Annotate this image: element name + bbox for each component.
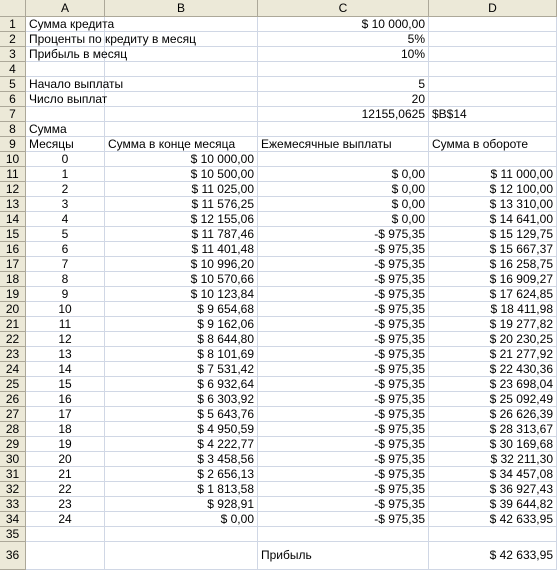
row-header-17[interactable]: 17	[0, 257, 26, 272]
row-header-20[interactable]: 20	[0, 302, 26, 317]
cell-text-a1: Сумма кредита	[29, 17, 115, 31]
cell-c5[interactable]: 5	[258, 77, 429, 92]
cell-d10[interactable]	[429, 152, 557, 167]
cell-text-a6: Число выплат	[29, 92, 108, 106]
row-header-35[interactable]: 35	[0, 527, 26, 542]
cell-b5[interactable]	[105, 77, 258, 92]
cell-d24[interactable]: $ 22 430,36	[429, 362, 557, 377]
cell-b28[interactable]: $ 4 950,59	[105, 422, 258, 437]
cell-c26[interactable]: -$ 975,35	[258, 392, 429, 407]
cell-c31[interactable]: -$ 975,35	[258, 467, 429, 482]
cell-c7[interactable]: 12155,0625	[258, 107, 429, 122]
cell-d21[interactable]: $ 19 277,82	[429, 317, 557, 332]
cell-d35[interactable]	[429, 527, 557, 542]
row-header-22[interactable]: 22	[0, 332, 26, 347]
cell-d34[interactable]: $ 42 633,95	[429, 512, 557, 527]
cell-d32[interactable]: $ 36 927,43	[429, 482, 557, 497]
cell-d33[interactable]: $ 39 644,82	[429, 497, 557, 512]
cell-c27[interactable]: -$ 975,35	[258, 407, 429, 422]
cell-a36[interactable]	[26, 542, 105, 570]
cell-c10[interactable]	[258, 152, 429, 167]
row-header-36[interactable]: 36	[0, 542, 26, 570]
cell-a14[interactable]: 4	[26, 212, 105, 227]
cell-a31[interactable]: 21	[26, 467, 105, 482]
cell-b16[interactable]: $ 11 401,48	[105, 242, 258, 257]
cell-b24[interactable]: $ 7 531,42	[105, 362, 258, 377]
cell-c2[interactable]: 5%	[258, 32, 429, 47]
column-header-c[interactable]: C	[258, 0, 429, 17]
cell-d9[interactable]: Сумма в обороте	[429, 137, 557, 152]
cell-d36[interactable]: $ 42 633,95	[429, 542, 557, 570]
row-header-13[interactable]: 13	[0, 197, 26, 212]
cell-b12[interactable]: $ 11 025,00	[105, 182, 258, 197]
column-header-d[interactable]: D	[429, 0, 557, 17]
cell-d1[interactable]	[429, 17, 557, 32]
cell-c21[interactable]: -$ 975,35	[258, 317, 429, 332]
cell-d27[interactable]: $ 26 626,39	[429, 407, 557, 422]
cell-d23[interactable]: $ 21 277,92	[429, 347, 557, 362]
cell-d28[interactable]: $ 28 313,67	[429, 422, 557, 437]
cell-d5[interactable]	[429, 77, 557, 92]
cell-text-a5: Начало выплаты	[29, 77, 124, 91]
cell-b32[interactable]: $ 1 813,58	[105, 482, 258, 497]
cell-c34[interactable]: -$ 975,35	[258, 512, 429, 527]
cell-c29[interactable]: -$ 975,35	[258, 437, 429, 452]
cell-b13[interactable]: $ 11 576,25	[105, 197, 258, 212]
cell-a28[interactable]: 18	[26, 422, 105, 437]
row-header-28[interactable]: 28	[0, 422, 26, 437]
cell-a30[interactable]: 20	[26, 452, 105, 467]
cell-c30[interactable]: -$ 975,35	[258, 452, 429, 467]
cell-b33[interactable]: $ 928,91	[105, 497, 258, 512]
cell-a34[interactable]: 24	[26, 512, 105, 527]
cell-c24[interactable]: -$ 975,35	[258, 362, 429, 377]
cell-a15[interactable]: 5	[26, 227, 105, 242]
cell-b29[interactable]: $ 4 222,77	[105, 437, 258, 452]
cell-c12[interactable]: $ 0,00	[258, 182, 429, 197]
column-header-a[interactable]: A	[26, 0, 105, 17]
cell-b9[interactable]: Сумма в конце месяца	[105, 137, 258, 152]
cell-b34[interactable]: $ 0,00	[105, 512, 258, 527]
row-header-23[interactable]: 23	[0, 347, 26, 362]
cell-b21[interactable]: $ 9 162,06	[105, 317, 258, 332]
cell-c32[interactable]: -$ 975,35	[258, 482, 429, 497]
cell-a17[interactable]: 7	[26, 257, 105, 272]
row-header-10[interactable]: 10	[0, 152, 26, 167]
cell-b10[interactable]: $ 10 000,00	[105, 152, 258, 167]
row-header-26[interactable]: 26	[0, 392, 26, 407]
cell-d18[interactable]: $ 16 909,27	[429, 272, 557, 287]
cell-d26[interactable]: $ 25 092,49	[429, 392, 557, 407]
cell-c1[interactable]: $ 10 000,00	[258, 17, 429, 32]
cell-b31[interactable]: $ 2 656,13	[105, 467, 258, 482]
cell-b30[interactable]: $ 3 458,56	[105, 452, 258, 467]
cell-d4[interactable]	[429, 62, 557, 77]
cell-d22[interactable]: $ 20 230,25	[429, 332, 557, 347]
cell-b14[interactable]: $ 12 155,06	[105, 212, 258, 227]
cell-a10[interactable]: 0	[26, 152, 105, 167]
cell-a7[interactable]	[26, 107, 105, 122]
cell-b23[interactable]: $ 8 101,69	[105, 347, 258, 362]
cell-a20[interactable]: 10	[26, 302, 105, 317]
cell-c15[interactable]: -$ 975,35	[258, 227, 429, 242]
row-header-21[interactable]: 21	[0, 317, 26, 332]
cell-d2[interactable]	[429, 32, 557, 47]
cell-d11[interactable]: $ 11 000,00	[429, 167, 557, 182]
row-header-1[interactable]: 1	[0, 17, 26, 32]
cell-b8[interactable]	[105, 122, 258, 137]
cell-c13[interactable]: $ 0,00	[258, 197, 429, 212]
cell-a4[interactable]	[26, 62, 105, 77]
row-header-18[interactable]: 18	[0, 272, 26, 287]
cell-d19[interactable]: $ 17 624,85	[429, 287, 557, 302]
cell-b11[interactable]: $ 10 500,00	[105, 167, 258, 182]
row-header-19[interactable]: 19	[0, 287, 26, 302]
cell-b27[interactable]: $ 5 643,76	[105, 407, 258, 422]
row-header-6[interactable]: 6	[0, 92, 26, 107]
cell-d25[interactable]: $ 23 698,04	[429, 377, 557, 392]
row-header-2[interactable]: 2	[0, 32, 26, 47]
cell-a21[interactable]: 11	[26, 317, 105, 332]
cell-a12[interactable]: 2	[26, 182, 105, 197]
cell-d17[interactable]: $ 16 258,75	[429, 257, 557, 272]
cell-d20[interactable]: $ 18 411,98	[429, 302, 557, 317]
column-header-b[interactable]: B	[105, 0, 258, 17]
cell-b4[interactable]	[105, 62, 258, 77]
row-header-14[interactable]: 14	[0, 212, 26, 227]
cell-c36[interactable]: Прибыль	[258, 542, 429, 570]
cell-a32[interactable]: 22	[26, 482, 105, 497]
cell-d6[interactable]	[429, 92, 557, 107]
cell-text-a3: Прибыль в месяц	[29, 47, 128, 61]
cell-a25[interactable]: 15	[26, 377, 105, 392]
row-header-16[interactable]: 16	[0, 242, 26, 257]
cell-a18[interactable]: 8	[26, 272, 105, 287]
cell-b22[interactable]: $ 8 644,80	[105, 332, 258, 347]
cell-c9[interactable]: Ежемесячные выплаты	[258, 137, 429, 152]
cell-d7[interactable]: $B$14	[429, 107, 557, 122]
cell-d12[interactable]: $ 12 100,00	[429, 182, 557, 197]
cell-c16[interactable]: -$ 975,35	[258, 242, 429, 257]
cell-c35[interactable]	[258, 527, 429, 542]
cell-c3[interactable]: 10%	[258, 47, 429, 62]
cell-a27[interactable]: 17	[26, 407, 105, 422]
cell-c11[interactable]: $ 0,00	[258, 167, 429, 182]
row-header-29[interactable]: 29	[0, 437, 26, 452]
cell-b7[interactable]	[105, 107, 258, 122]
row-header-15[interactable]: 15	[0, 227, 26, 242]
cell-c22[interactable]: -$ 975,35	[258, 332, 429, 347]
cell-a24[interactable]: 14	[26, 362, 105, 377]
cell-b6[interactable]	[105, 92, 258, 107]
cell-a19[interactable]: 9	[26, 287, 105, 302]
cell-b1[interactable]	[105, 17, 258, 32]
cell-text-a2: Проценты по кредиту в месяц	[29, 32, 196, 46]
cell-c8[interactable]	[258, 122, 429, 137]
cell-d16[interactable]: $ 15 667,37	[429, 242, 557, 257]
cell-d29[interactable]: $ 30 169,68	[429, 437, 557, 452]
cell-c18[interactable]: -$ 975,35	[258, 272, 429, 287]
cell-c4[interactable]	[258, 62, 429, 77]
row-header-7[interactable]: 7	[0, 107, 26, 122]
cell-a33[interactable]: 23	[26, 497, 105, 512]
row-header-9[interactable]: 9	[0, 137, 26, 152]
cell-d8[interactable]	[429, 122, 557, 137]
cell-b35[interactable]	[105, 527, 258, 542]
cell-a16[interactable]: 6	[26, 242, 105, 257]
cell-a23[interactable]: 13	[26, 347, 105, 362]
row-header-4[interactable]: 4	[0, 62, 26, 77]
cell-c6[interactable]: 20	[258, 92, 429, 107]
row-header-24[interactable]: 24	[0, 362, 26, 377]
cell-a11[interactable]: 1	[26, 167, 105, 182]
row-header-34[interactable]: 34	[0, 512, 26, 527]
row-header-3[interactable]: 3	[0, 47, 26, 62]
cell-b25[interactable]: $ 6 932,64	[105, 377, 258, 392]
cell-b26[interactable]: $ 6 303,92	[105, 392, 258, 407]
cell-d30[interactable]: $ 32 211,30	[429, 452, 557, 467]
cell-b15[interactable]: $ 11 787,46	[105, 227, 258, 242]
cell-c20[interactable]: -$ 975,35	[258, 302, 429, 317]
cell-d15[interactable]: $ 15 129,75	[429, 227, 557, 242]
cell-c25[interactable]: -$ 975,35	[258, 377, 429, 392]
cell-a35[interactable]	[26, 527, 105, 542]
cell-a13[interactable]: 3	[26, 197, 105, 212]
cell-b17[interactable]: $ 10 996,20	[105, 257, 258, 272]
row-header-30[interactable]: 30	[0, 452, 26, 467]
select-all-corner[interactable]	[0, 0, 26, 17]
cell-d3[interactable]	[429, 47, 557, 62]
row-header-5[interactable]: 5	[0, 77, 26, 92]
cell-c28[interactable]: -$ 975,35	[258, 422, 429, 437]
cell-d13[interactable]: $ 13 310,00	[429, 197, 557, 212]
cell-c17[interactable]: -$ 975,35	[258, 257, 429, 272]
row-header-31[interactable]: 31	[0, 467, 26, 482]
row-header-32[interactable]: 32	[0, 482, 26, 497]
cell-d14[interactable]: $ 14 641,00	[429, 212, 557, 227]
cell-b18[interactable]: $ 10 570,66	[105, 272, 258, 287]
cell-c33[interactable]: -$ 975,35	[258, 497, 429, 512]
cell-a22[interactable]: 12	[26, 332, 105, 347]
cell-a26[interactable]: 16	[26, 392, 105, 407]
cell-d31[interactable]: $ 34 457,08	[429, 467, 557, 482]
cell-a29[interactable]: 19	[26, 437, 105, 452]
row-header-25[interactable]: 25	[0, 377, 26, 392]
row-header-33[interactable]: 33	[0, 497, 26, 512]
cell-text-a8: Сумма	[29, 122, 67, 136]
cell-c19[interactable]: -$ 975,35	[258, 287, 429, 302]
row-header-27[interactable]: 27	[0, 407, 26, 422]
cell-a9[interactable]: Месяцы	[26, 137, 105, 152]
row-header-11[interactable]: 11	[0, 167, 26, 182]
row-header-12[interactable]: 12	[0, 182, 26, 197]
cell-c14[interactable]: $ 0,00	[258, 212, 429, 227]
row-header-8[interactable]: 8	[0, 122, 26, 137]
cell-b19[interactable]: $ 10 123,84	[105, 287, 258, 302]
cell-b20[interactable]: $ 9 654,68	[105, 302, 258, 317]
cell-c23[interactable]: -$ 975,35	[258, 347, 429, 362]
cell-b36[interactable]	[105, 542, 258, 570]
